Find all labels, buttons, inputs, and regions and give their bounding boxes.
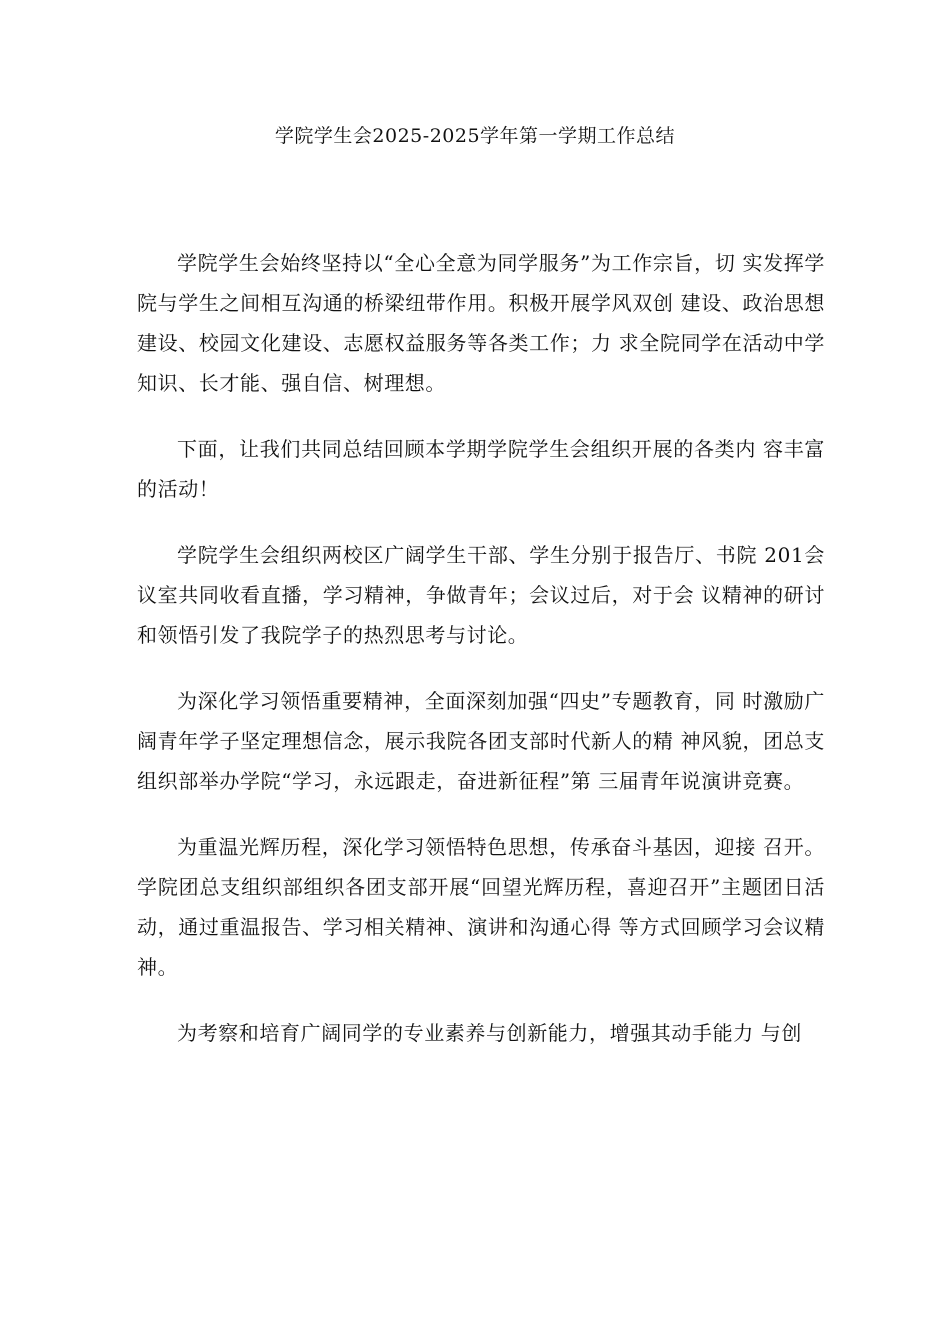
paragraph-2: 下面，让我们共同总结回顾本学期学院学生会组织开展的各类内 容丰富的活动！ — [137, 437, 825, 501]
paragraph-6: 为考察和培育广阔同学的专业素养与创新能力，增强其动手能力 与创 — [177, 1021, 802, 1045]
document-title: 学院学生会2025-2025学年第一学期工作总结 — [274, 125, 676, 147]
paragraph-1: 学院学生会始终坚持以“全心全意为同学服务”为工作宗旨，切 实发挥学院与学生之间相互沟通的桥梁纽带作用。积极开展学风双创 建设、政治思想建设、校园文化建设、志愿权益服务等各类工作；力 求全院同学在活动中学知识、长才能、强自信、树理想。 — [137, 251, 825, 395]
document-body — [137, 243, 825, 1079]
paragraph-4: 为深化学习领悟重要精神，全面深刻加强“四史”专题教育，同 时激励广阔青年学子坚定理想信念，展示我院各团支部时代新人的精 神风貌，团总支组织部举办学院“学习，永远跟走，奋进新征程”第 三届青年说演讲竞赛。 — [137, 689, 825, 793]
paragraph-5: 为重温光辉历程，深化学习领悟特色思想，传承奋斗基因，迎接 召开。学院团总支组织部组织各团支部开展“回望光辉历程，喜迎召开”主题团日活动，通过重温报告、学习相关精神、演讲和沟通心得 等方式回顾学习会议精神。 — [137, 835, 825, 979]
paragraph-3: 学院学生会组织两校区广阔学生干部、学生分别于报告厅、书院 201会议室共同收看直播，学习精神，争做青年；会议过后，对于会 议精神的研讨和领悟引发了我院学子的热烈思考与讨论。 — [137, 543, 825, 647]
